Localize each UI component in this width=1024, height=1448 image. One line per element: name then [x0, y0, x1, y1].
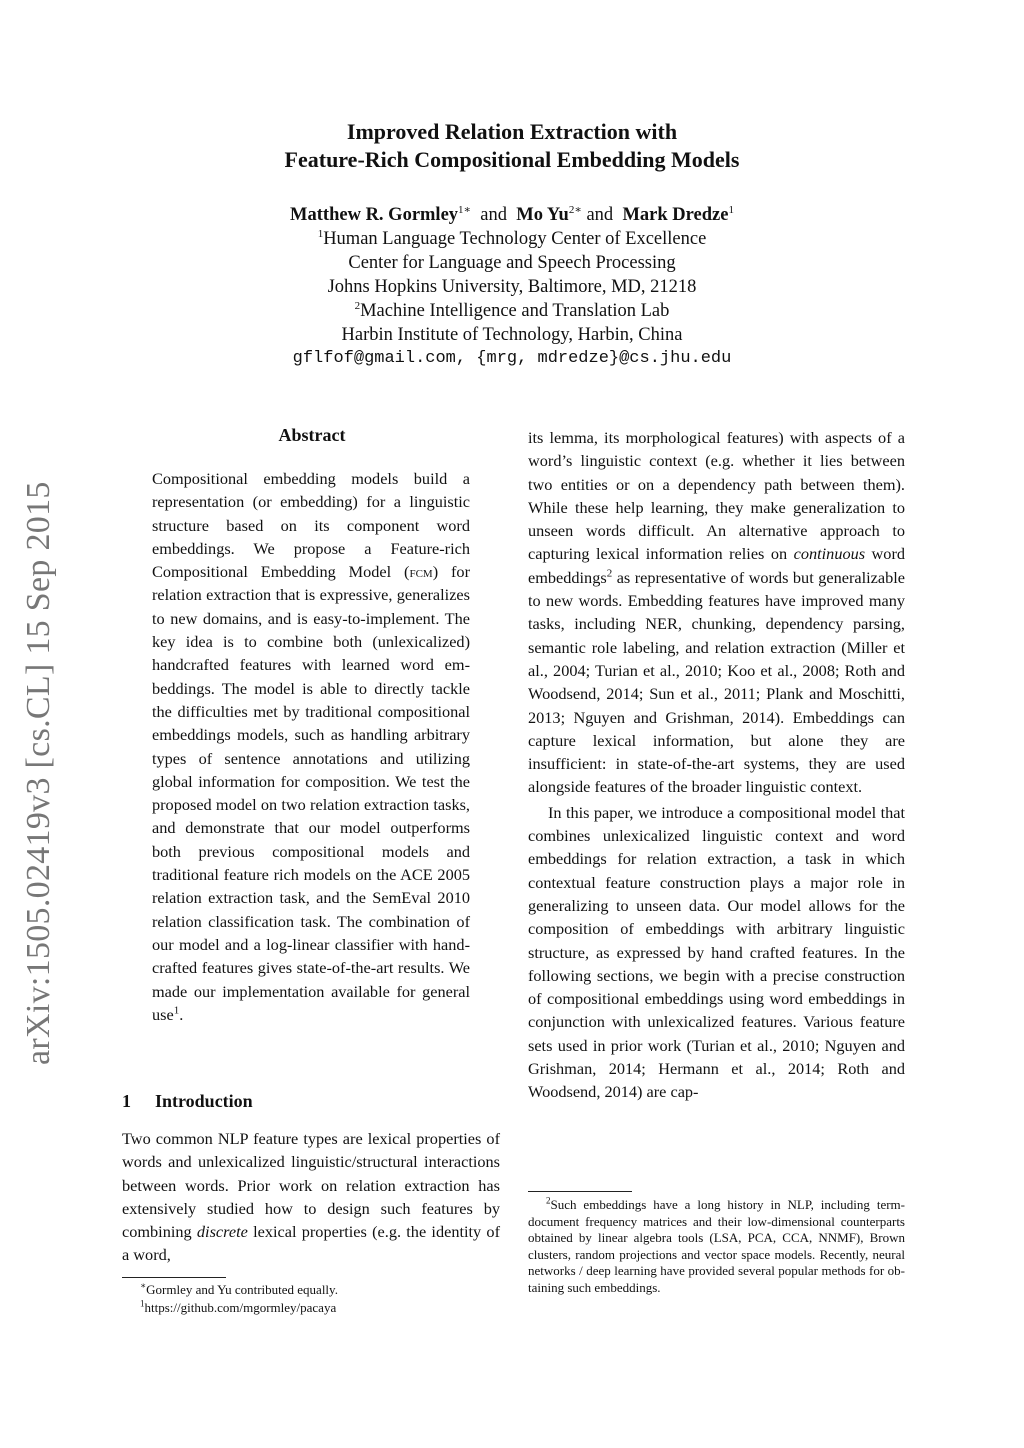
footnote-star-mark: ∗: [140, 1280, 147, 1291]
paper-title: [0, 118, 1024, 174]
author-gormley-mark: 1∗: [458, 203, 472, 216]
right-column-body: [528, 426, 905, 1104]
section-title: Introduction: [155, 1091, 253, 1111]
author-block: [0, 203, 1024, 371]
right-paragraph-1: [528, 426, 905, 799]
author-yu: Mo Yu: [516, 205, 569, 225]
right-paragraph-2: In this paper, we introduce a compositional model that combines unlexicalized linguistic context and word embeddings for relation extraction, a task in which contextual feature construction plays a major role in generalizing to unseen data. Our model allows for the composition of embeddings with arbitrary linguistic structure, as expressed by hand crafted features. In the following sections, we begin with a precise construction of compositional embeddings using word embeddings in conjunction with unlexicalized features. Various feature sets used in prior work (Turian et al., 2010; Nguyen and Grishman, 2014; Hermann et al., 2014; Roth and Woodsend, 2014) are cap-: [528, 802, 905, 1102]
footnote-2-text: Such embeddings have a long history in NLP, including term-document frequency matrices and their low-dimensional counterparts obtained by linear algebra tools (LSA, PCA, CCA, NNMF), Brown clusters, random projections and vector space models. Recently, neural networks / deep learning have provided several popular methods for obtaining such embeddings.: [528, 1197, 905, 1295]
abstract-footnote-ref: 1: [173, 1004, 180, 1017]
abstract-text-b: ) for relation extraction that is expressive, generalizes to new domains, and is easy-to-implement. The key idea is to combine both (unlexicalized) handcrafted features with learned word embeddings. The model is able to directly tackle the difficulties met by traditional compositional embeddings models, such as handling arbitrary types of sentence annotations and utilizing global information for composition. We test the proposed model on two relation extraction tasks, and demonstrate that our model outperforms both previous compositional models and traditional feature rich models on the ACE 2005 relation extraction task, and the SemEval 2010 relation classification task. The combination of our model and a log-linear classifier with hand-crafted features gives state-of-the-art results. We made our implementation available for general use: [152, 562, 470, 1024]
abstract-fcm: fcm: [409, 562, 433, 582]
author-and-2: and: [586, 205, 614, 225]
arxiv-stamp: arXiv:1505.02419v3 [cs.CL] 15 Sep 2015: [20, 481, 57, 1065]
right-p1-text-c: as representative of words but generalizable to new words. Embedding features have improved many tasks, including NER, chunking, dependency parsing, semantic role labeling, and relation extraction (Miller et al., 2004; Turian et al., 2010; Koo et al., 2008; Roth and Woodsend, 2014; Sun et al., 2011; Plank and Moschitti, 2013; Nguyen and Grishman, 2014). Embeddings can capture lexical information, but alone they are insufficient: in state-of-the-art systems, they are used alongside features of the broader linguistic context.: [528, 567, 905, 797]
footnote-1-link[interactable]: https://github.com/mgormley/pacaya: [144, 1300, 337, 1315]
right-p1-italic: continuous: [793, 544, 866, 564]
abstract-heading: Abstract: [278, 425, 346, 445]
affiliation-1-line-1: [0, 227, 1024, 251]
introduction-body: [122, 1127, 500, 1267]
intro-italic: discrete: [196, 1222, 248, 1242]
footnote-1-mark: 1: [140, 1298, 145, 1309]
affiliation-2-line-1: [0, 299, 1024, 323]
title-line-2: Feature-Rich Compositional Embedding Models: [284, 147, 740, 172]
affiliation-2-line-2: Harbin Institute of Technology, Harbin, China: [341, 325, 683, 345]
author-yu-mark: 2∗: [568, 203, 582, 216]
author-line: [0, 203, 1024, 227]
introduction-paragraph: [122, 1127, 500, 1267]
author-dredze: Mark Dredze: [622, 205, 729, 225]
footnote-star-text: Gormley and Yu contributed equally.: [146, 1282, 338, 1297]
section-heading-introduction: [122, 1091, 253, 1112]
right-p1-text-a: its lemma, its morphological features) with aspects of a word’s linguistic context (e.g. whether it lies between two entities or on a dependency path between them). While these help learning, they make generalization to unseen words difficult. An alternative approach to capturing lexical information relies on: [528, 428, 905, 564]
author-emails: gflfof@gmail.com, {mrg, mdredze}@cs.jhu.edu: [292, 349, 732, 368]
footnote-1: [140, 1300, 500, 1317]
abstract-text-a: Compositional embedding models build a representation (or embedding) for a linguistic structure based on its component word embeddings. We propose a Feature-rich Compositional Embedding Model (: [152, 469, 470, 582]
footnote-star: [140, 1282, 500, 1299]
author-and-1: and: [480, 205, 507, 225]
footnote-2: [528, 1197, 905, 1296]
affiliation-2-name: Machine Intelligence and Translation Lab: [360, 301, 670, 321]
title-line-1: Improved Relation Extraction with: [346, 119, 678, 144]
footnote-rule-right: [528, 1191, 632, 1192]
footnote-2-mark: 2: [546, 1195, 551, 1206]
intro-text-a: Two common NLP feature types are lexical properties of words and unlexicalized linguistic/structural interactions between words. Prior work on relation extraction has extensively studied how to design such features by combining: [122, 1129, 500, 1242]
affiliation-1-line-2: Center for Language and Speech Processing: [348, 253, 676, 273]
right-p1-text-b: word embeddings: [528, 544, 906, 587]
affiliation-2-mark: 2: [354, 299, 361, 312]
affiliation-1-mark: 1: [317, 227, 324, 240]
footnote-rule-left: [122, 1277, 226, 1278]
abstract-text-end: .: [179, 1004, 184, 1024]
abstract-paragraph: [152, 467, 470, 1026]
author-gormley: Matthew R. Gormley: [290, 205, 459, 225]
right-p1-footnote-ref: 2: [606, 567, 613, 580]
section-number: 1: [122, 1091, 131, 1111]
affiliation-1-line-3: Johns Hopkins University, Baltimore, MD, 21218: [327, 277, 697, 297]
intro-text-b: lexical properties (e.g. the identity of a word,: [122, 1222, 500, 1265]
abstract-body: [152, 467, 470, 1026]
author-dredze-mark: 1: [728, 203, 734, 216]
affiliation-1-name: Human Language Technology Center of Excellence: [323, 229, 707, 249]
